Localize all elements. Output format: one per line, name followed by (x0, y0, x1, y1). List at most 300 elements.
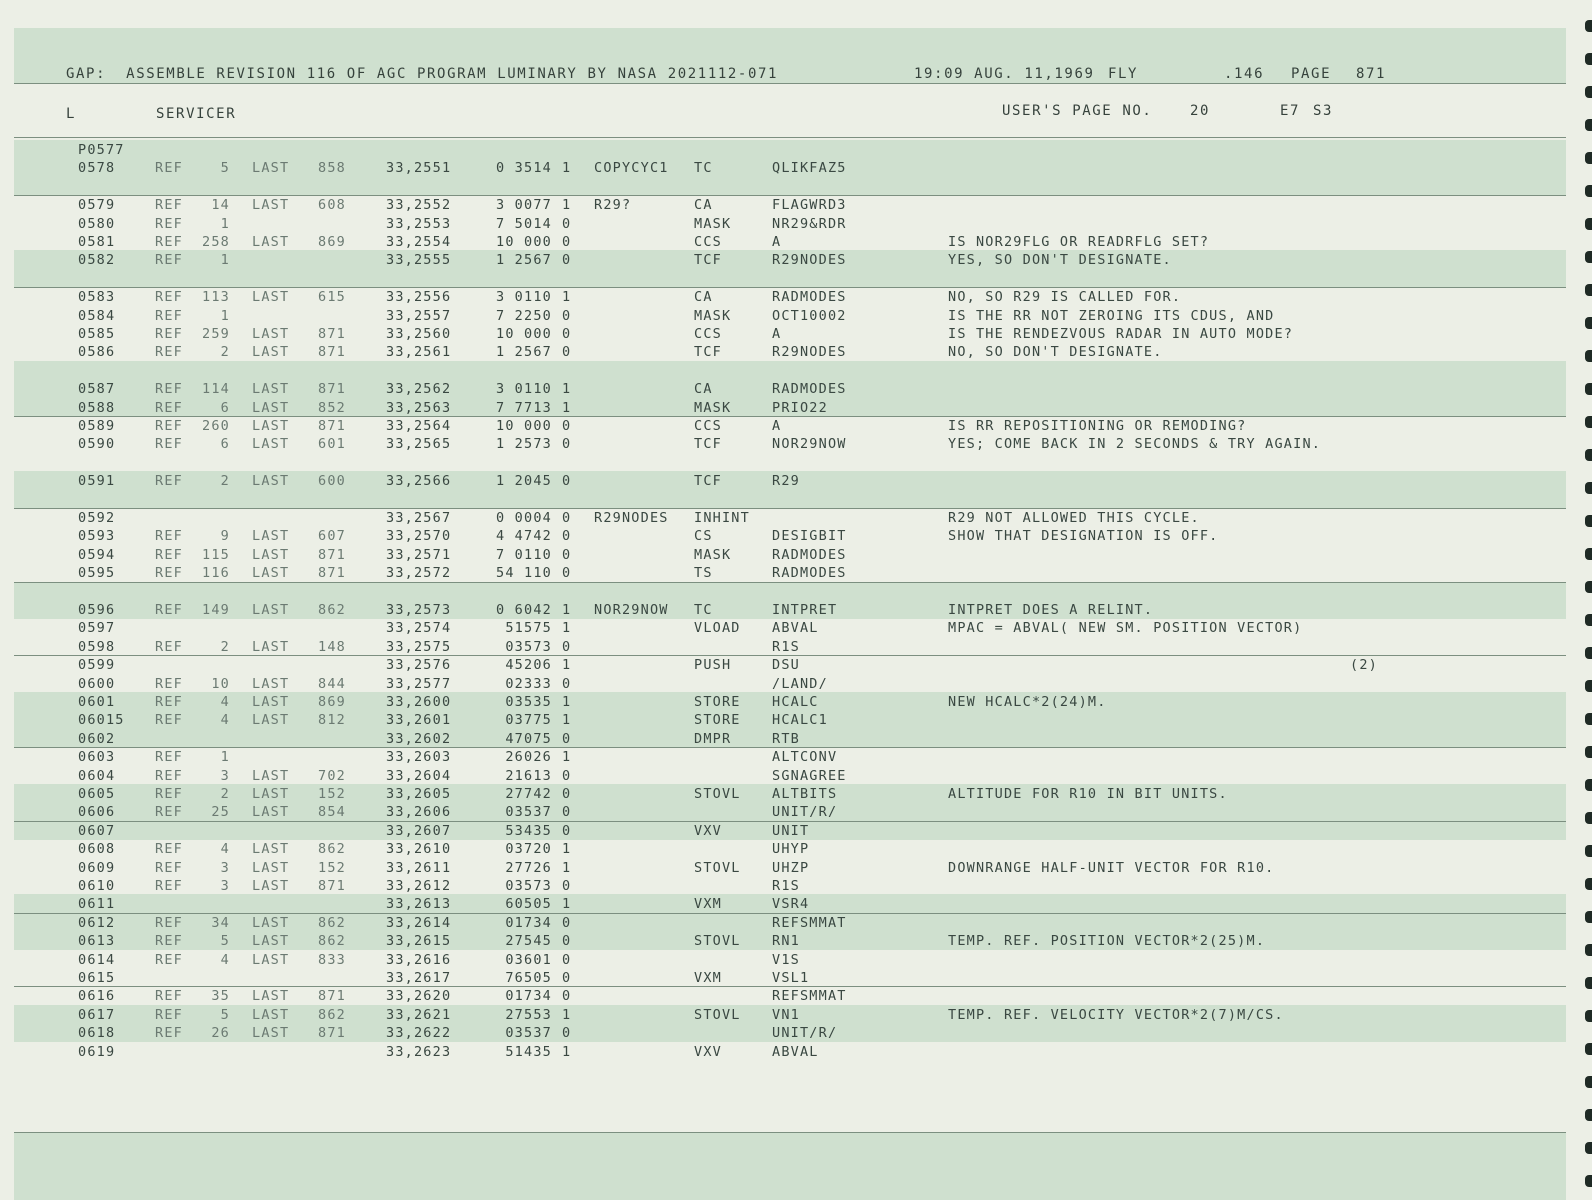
ref-count: 260 (202, 418, 230, 434)
opcode: STOVL (694, 786, 741, 802)
feed-hole (1585, 614, 1592, 626)
octal-word: 03775 (505, 712, 552, 729)
operand: /LAND/ (772, 675, 828, 692)
last-page: 615 (318, 289, 346, 306)
parity-bit: 1 (562, 381, 572, 398)
comment: DOWNRANGE HALF-UNIT VECTOR FOR R10. (948, 859, 1275, 876)
comment: NO, SO DON'T DESIGNATE. (948, 344, 1163, 361)
octal-word: 3 0110 (496, 289, 552, 306)
tractor-feed-strip (1584, 0, 1592, 1200)
last-label: LAST (252, 841, 290, 858)
operand: RADMODES (772, 381, 847, 398)
feed-hole (1585, 515, 1592, 527)
octal-word: 76505 (505, 970, 552, 986)
line-number: 0618 (78, 1025, 116, 1042)
feed-hole (1585, 185, 1592, 197)
operand: A (772, 234, 782, 250)
operand: RTB (772, 730, 800, 747)
operand: UNIT/R/ (772, 804, 838, 821)
feed-hole (1585, 20, 1592, 32)
ref-count: 3 (220, 878, 230, 894)
line-number: 0595 (78, 565, 116, 582)
line-number: 0579 (78, 197, 116, 214)
ref-count: 10 (211, 675, 230, 692)
ref-count: 2 (220, 344, 230, 361)
parity-bit: 1 (562, 694, 572, 710)
comment: NO, SO R29 IS CALLED FOR. (948, 289, 1182, 306)
section-name: SERVICER (156, 106, 237, 122)
parity-bit: 0 (562, 546, 572, 563)
last-label: LAST (252, 160, 290, 177)
last-page: 862 (318, 1006, 346, 1023)
ref-count: 4 (220, 951, 230, 968)
address: 33,2605 (386, 786, 452, 802)
opcode: CA (694, 289, 713, 306)
last-page: 852 (318, 399, 346, 416)
operand: R29 (772, 473, 800, 490)
ref-label: REF (155, 436, 183, 453)
operand: VN1 (772, 1006, 800, 1023)
feed-hole (1585, 317, 1592, 329)
address: 33,2573 (386, 602, 452, 618)
address: 33,2611 (386, 859, 452, 876)
line-number: 0600 (78, 675, 116, 692)
octal-word: 01734 (505, 988, 552, 1005)
feed-hole (1585, 647, 1592, 659)
ref-count: 114 (202, 381, 230, 398)
opcode: VLOAD (694, 620, 741, 637)
address: 33,2553 (386, 215, 452, 232)
line-number: 0594 (78, 546, 116, 563)
line-number: 0606 (78, 804, 116, 821)
address: 33,2615 (386, 933, 452, 950)
operand: ABVAL (772, 620, 819, 637)
header-rule (14, 83, 1566, 84)
feed-hole (1585, 53, 1592, 65)
last-label: LAST (252, 914, 290, 931)
operand: OCT10002 (772, 307, 847, 324)
line-number: 0609 (78, 859, 116, 876)
line-number: 0605 (78, 786, 116, 802)
last-page: 608 (318, 197, 346, 214)
address: 33,2622 (386, 1025, 452, 1042)
address: 33,2566 (386, 473, 452, 490)
ref-count: 4 (220, 712, 230, 729)
last-page: 862 (318, 933, 346, 950)
octal-word: 3 0077 (496, 197, 552, 214)
ref-count: 5 (220, 933, 230, 950)
last-label: LAST (252, 804, 290, 821)
octal-word: 10 000 (496, 234, 552, 250)
last-page: 871 (318, 1025, 346, 1042)
last-page: 871 (318, 565, 346, 582)
address: 33,2606 (386, 804, 452, 821)
line-number: 0585 (78, 326, 116, 342)
last-label: LAST (252, 712, 290, 729)
band-rule (14, 655, 1566, 656)
opcode: STOVL (694, 933, 741, 950)
operand: RADMODES (772, 289, 847, 306)
last-page: 862 (318, 602, 346, 618)
octal-word: 1 2573 (496, 436, 552, 453)
line-number: 0593 (78, 528, 116, 545)
ref-count: 258 (202, 234, 230, 250)
address: 33,2601 (386, 712, 452, 729)
octal-word: 21613 (505, 767, 552, 784)
address: 33,2602 (386, 730, 452, 747)
feed-hole (1585, 1175, 1592, 1187)
ref-label: REF (155, 878, 183, 894)
green-bar-band (14, 361, 1566, 380)
ref-label: REF (155, 786, 183, 802)
ref-label: REF (155, 841, 183, 858)
operand: QLIKFAZ5 (772, 160, 847, 177)
parity-bit: 1 (562, 896, 572, 913)
line-number: 0616 (78, 988, 116, 1005)
ref-count: 1 (220, 749, 230, 766)
octal-word: 53435 (505, 822, 552, 839)
last-label: LAST (252, 1025, 290, 1042)
feed-hole (1585, 1142, 1592, 1154)
opcode: TCF (694, 252, 722, 269)
last-label: LAST (252, 436, 290, 453)
last-page: 833 (318, 951, 346, 968)
parity-bit: 1 (562, 399, 572, 416)
last-label: LAST (252, 418, 290, 434)
last-page: 601 (318, 436, 346, 453)
ref-label: REF (155, 473, 183, 490)
operand: REFSMMAT (772, 914, 847, 931)
octal-word: 7 0110 (496, 546, 552, 563)
feed-hole (1585, 944, 1592, 956)
last-label: LAST (252, 344, 290, 361)
feed-hole (1585, 581, 1592, 593)
comment: IS RR REPOSITIONING OR REMODING? (948, 418, 1247, 434)
line-number: 0607 (78, 822, 116, 839)
parity-bit: 1 (562, 602, 572, 618)
last-label: LAST (252, 859, 290, 876)
feed-hole (1585, 119, 1592, 131)
address: 33,2564 (386, 418, 452, 434)
ref-label: REF (155, 602, 183, 618)
operand: INTPRET (772, 602, 838, 618)
ref-count: 5 (220, 1006, 230, 1023)
address: 33,2607 (386, 822, 452, 839)
ref-label: REF (155, 546, 183, 563)
ref-label: REF (155, 638, 183, 655)
operand: HCALC1 (772, 712, 828, 729)
subheader-rule (14, 137, 1566, 138)
ref-label: REF (155, 307, 183, 324)
octal-word: 27545 (505, 933, 552, 950)
line-number: 0610 (78, 878, 116, 894)
last-label: LAST (252, 326, 290, 342)
comment: YES; COME BACK IN 2 SECONDS & TRY AGAIN. (948, 436, 1322, 453)
band-rule (14, 287, 1566, 288)
last-page: 148 (318, 638, 346, 655)
operand: REFSMMAT (772, 988, 847, 1005)
octal-word: 7 5014 (496, 215, 552, 232)
feed-hole (1585, 86, 1592, 98)
address: 33,2552 (386, 197, 452, 214)
octal-word: 10 000 (496, 418, 552, 434)
parity-bit: 0 (562, 767, 572, 784)
feed-hole (1585, 416, 1592, 428)
line-number: 0612 (78, 914, 116, 931)
address: 33,2623 (386, 1043, 452, 1060)
octal-word: 27553 (505, 1006, 552, 1023)
ref-count: 35 (211, 988, 230, 1005)
last-label: LAST (252, 289, 290, 306)
ref-label: REF (155, 252, 183, 269)
users-page-number: 20 (1190, 103, 1211, 119)
line-number: 0589 (78, 418, 116, 434)
parity-bit: 0 (562, 933, 572, 950)
operand: NR29&RDR (772, 215, 847, 232)
last-page: 152 (318, 859, 346, 876)
operand: RADMODES (772, 546, 847, 563)
last-label: LAST (252, 234, 290, 250)
feed-hole (1585, 218, 1592, 230)
operand: R29NODES (772, 344, 847, 361)
opcode: TCF (694, 344, 722, 361)
ref-label: REF (155, 1025, 183, 1042)
line-number: 0597 (78, 620, 116, 637)
ref-count: 4 (220, 694, 230, 710)
ref-count: 9 (220, 528, 230, 545)
ref-count: 6 (220, 399, 230, 416)
address: 33,2556 (386, 289, 452, 306)
parity-bit: 0 (562, 528, 572, 545)
address: 33,2555 (386, 252, 452, 269)
octal-word: 51575 (505, 620, 552, 637)
feed-hole (1585, 1043, 1592, 1055)
band-rule (14, 821, 1566, 822)
ref-label: REF (155, 1006, 183, 1023)
ref-count: 5 (220, 160, 230, 177)
opcode: CCS (694, 234, 722, 250)
feed-hole (1585, 1076, 1592, 1088)
address: 33,2571 (386, 546, 452, 563)
ref-count: 116 (202, 565, 230, 582)
opcode: CCS (694, 326, 722, 342)
ref-label: REF (155, 528, 183, 545)
last-label: LAST (252, 878, 290, 894)
octal-word: 03535 (505, 694, 552, 710)
address: 33,2620 (386, 988, 452, 1005)
feed-hole (1585, 1010, 1592, 1022)
opcode: CCS (694, 418, 722, 434)
last-label: LAST (252, 528, 290, 545)
ref-count: 14 (211, 197, 230, 214)
line-number: 0578 (78, 160, 116, 177)
parity-bit: 0 (562, 326, 572, 342)
parity-bit: 0 (562, 565, 572, 582)
feed-hole (1585, 251, 1592, 263)
ref-label: REF (155, 804, 183, 821)
last-label: LAST (252, 786, 290, 802)
comment: NEW HCALC*2(24)M. (948, 694, 1107, 710)
last-label: LAST (252, 381, 290, 398)
feed-hole (1585, 449, 1592, 461)
address: 33,2567 (386, 510, 452, 526)
octal-word: 0 0004 (496, 510, 552, 526)
last-page: 871 (318, 344, 346, 361)
operand: SGNAGREE (772, 767, 847, 784)
ref-label: REF (155, 914, 183, 931)
parity-bit: 0 (562, 951, 572, 968)
operand: DESIGBIT (772, 528, 847, 545)
comment: YES, SO DON'T DESIGNATE. (948, 252, 1172, 269)
feed-hole (1585, 548, 1592, 560)
line-number: 0584 (78, 307, 116, 324)
ref-label: REF (155, 344, 183, 361)
opcode: MASK (694, 307, 732, 324)
octal-word: 27742 (505, 786, 552, 802)
octal-word: 27726 (505, 859, 552, 876)
parity-bit: 0 (562, 307, 572, 324)
parity-bit: 0 (562, 878, 572, 894)
last-page: 858 (318, 160, 346, 177)
line-number: 0581 (78, 234, 116, 250)
address: 33,2603 (386, 749, 452, 766)
address: 33,2560 (386, 326, 452, 342)
ref-count: 259 (202, 326, 230, 342)
line-number: 0586 (78, 344, 116, 361)
octal-word: 45206 (505, 657, 552, 674)
ref-count: 1 (220, 215, 230, 232)
operand: FLAGWRD3 (772, 197, 847, 214)
ref-count: 1 (220, 307, 230, 324)
octal-word: 1 2567 (496, 252, 552, 269)
operand: A (772, 418, 782, 434)
last-label: LAST (252, 638, 290, 655)
parity-bit: 0 (562, 822, 572, 839)
band-rule (14, 986, 1566, 987)
comment: ALTITUDE FOR R10 IN BIT UNITS. (948, 786, 1228, 802)
page-label: PAGE (1291, 66, 1332, 82)
feed-hole (1585, 350, 1592, 362)
address: 33,2613 (386, 896, 452, 913)
last-label: LAST (252, 767, 290, 784)
parity-bit: 0 (562, 730, 572, 747)
parity-bit: 1 (562, 289, 572, 306)
line-number: 0613 (78, 933, 116, 950)
symbol-label: R29NODES (594, 510, 669, 526)
address: 33,2572 (386, 565, 452, 582)
line-number: 0604 (78, 767, 116, 784)
parity-bit: 1 (562, 841, 572, 858)
ref-label: REF (155, 381, 183, 398)
ref-count: 25 (211, 804, 230, 821)
parity-bit: 0 (562, 234, 572, 250)
feed-hole (1585, 284, 1592, 296)
comment: MPAC = ABVAL( NEW SM. POSITION VECTOR) (948, 620, 1303, 637)
line-number: P0577 (78, 142, 125, 158)
address: 33,2617 (386, 970, 452, 986)
comment: SHOW THAT DESIGNATION IS OFF. (948, 528, 1219, 545)
parity-bit: 1 (562, 620, 572, 637)
parity-bit: 0 (562, 418, 572, 434)
ref-label: REF (155, 951, 183, 968)
line-number: 0596 (78, 602, 116, 618)
address: 33,2604 (386, 767, 452, 784)
band-rule (14, 416, 1566, 417)
address: 33,2562 (386, 381, 452, 398)
feed-hole (1585, 1109, 1592, 1121)
last-page: 152 (318, 786, 346, 802)
last-page: 871 (318, 326, 346, 342)
last-label: LAST (252, 694, 290, 710)
print-mode: FLY (1108, 66, 1139, 82)
opcode: PUSH (694, 657, 732, 674)
last-label: LAST (252, 1006, 290, 1023)
ref-count: 4 (220, 841, 230, 858)
opcode: VXV (694, 1043, 722, 1060)
operand: UHZP (772, 859, 810, 876)
feed-hole (1585, 152, 1592, 164)
operand: UNIT (772, 822, 810, 839)
operand: RADMODES (772, 565, 847, 582)
operand: ABVAL (772, 1043, 819, 1060)
listing-type-code: L (66, 106, 77, 122)
last-page: 600 (318, 473, 346, 490)
operand: DSU (772, 657, 800, 674)
parity-bit: 0 (562, 988, 572, 1005)
last-label: LAST (252, 473, 290, 490)
ref-label: REF (155, 712, 183, 729)
opcode: MASK (694, 546, 732, 563)
address: 33,2551 (386, 160, 452, 177)
last-page: 854 (318, 804, 346, 821)
last-page: 844 (318, 675, 346, 692)
feed-hole (1585, 713, 1592, 725)
symbol-label: R29? (594, 197, 632, 214)
ref-label: REF (155, 399, 183, 416)
octal-word: 03573 (505, 638, 552, 655)
last-page: 869 (318, 694, 346, 710)
parity-bit: 1 (562, 1043, 572, 1060)
opcode: TCF (694, 473, 722, 490)
line-number: 0615 (78, 970, 116, 986)
operand: HCALC (772, 694, 819, 710)
parity-bit: 1 (562, 712, 572, 729)
opcode: MASK (694, 215, 732, 232)
comment: TEMP. REF. VELOCITY VECTOR*2(7)M/CS. (948, 1006, 1284, 1023)
ref-count: 2 (220, 638, 230, 655)
ref-label: REF (155, 565, 183, 582)
address: 33,2621 (386, 1006, 452, 1023)
ref-label: REF (155, 767, 183, 784)
octal-word: 60505 (505, 896, 552, 913)
line-number: 0617 (78, 1006, 116, 1023)
address: 33,2570 (386, 528, 452, 545)
line-number: 0587 (78, 381, 116, 398)
operand: UNIT/R/ (772, 1025, 838, 1042)
address: 33,2577 (386, 675, 452, 692)
symbol-label: COPYCYC1 (594, 160, 669, 177)
parity-bit: 0 (562, 675, 572, 692)
octal-word: 26026 (505, 749, 552, 766)
last-label: LAST (252, 197, 290, 214)
opcode: TS (694, 565, 713, 582)
parity-bit: 0 (562, 970, 572, 986)
feed-hole (1585, 482, 1592, 494)
ref-count: 34 (211, 914, 230, 931)
opcode: VXV (694, 822, 722, 839)
address: 33,2600 (386, 694, 452, 710)
last-page: 871 (318, 546, 346, 563)
